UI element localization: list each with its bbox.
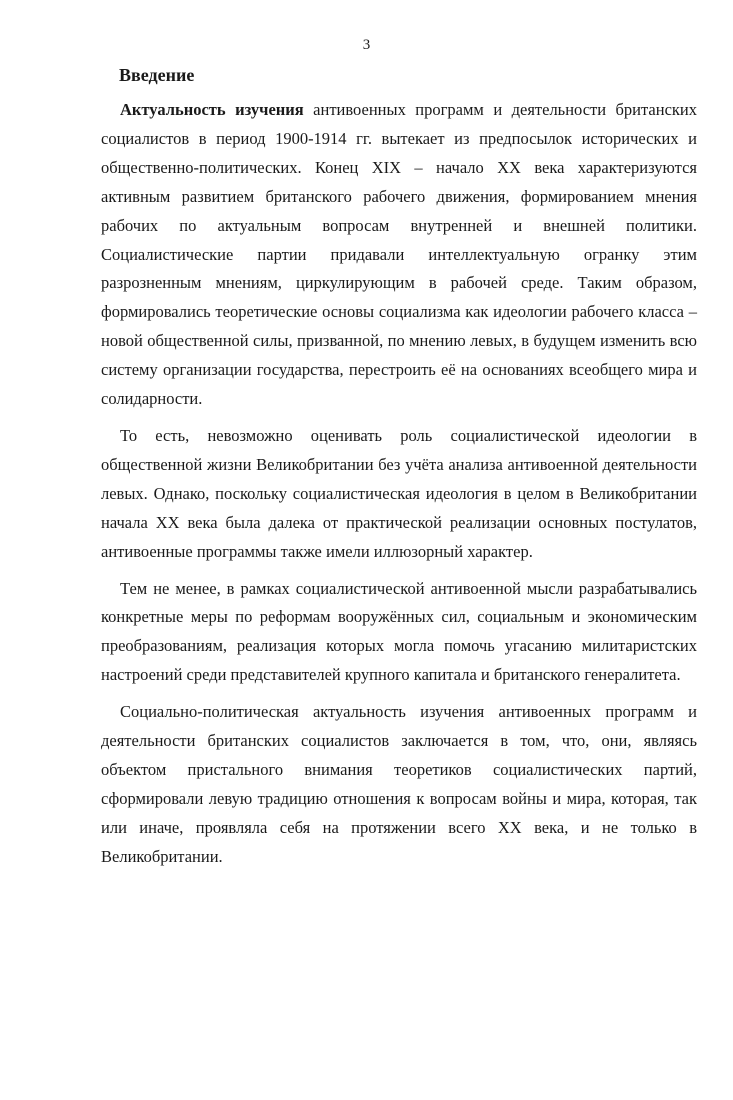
page-number: 3: [362, 37, 371, 53]
body-text: [101, 96, 697, 880]
paragraph-2: То есть, невозможно оценивать роль социалистической идеологии в общественной жизни Великобритании без учёта анализа антивоенной деятельности левых. Однако, поскольку социалистическая идеология в целом в Великобритании начала XX века была далека от практической реализации основных постулатов, антивоенные программы также имели иллюзорный характер.: [101, 425, 697, 561]
paragraph-1-text: антивоенных программ и деятельности британских социалистов в период 1900-1914 гг. вытекает из предпосылок исторических и общественно-политических. Конец XIX – начало XX века характеризуются активным развитием британского рабочего движения, формированием мнения рабочих по актуальным вопросам внутренней и внешней политики. Социалистические партии придавали интеллектуальную огранку этим разрозненным мнениям, циркулирующим в рабочей среде. Таким образом, формировались теоретические основы социализма как идеологии рабочего класса – новой общественной силы, призванной, по мнению левых, в будущем изменить всю систему организации государства, перестроить её на основаниях всеобщего мира и солидарности.: [101, 100, 697, 409]
section-heading: Введение: [119, 65, 195, 85]
paragraph-4: Социально-политическая актуальность изучения антивоенных программ и деятельности британских социалистов заключается в том, что, они, являясь объектом пристального внимания теоретиков социалистических партий, сформировали левую традицию отношения к вопросам войны и мира, которая, так или иначе, проявляла себя на протяжении всего XX века, и не только в Великобритании.: [101, 702, 697, 866]
paragraph-1: [101, 96, 697, 414]
paragraph-3: Тем не менее, в рамках социалистической антивоенной мысли разрабатывались конкретные меры по реформам вооружённых сил, социальным и экономическим преобразованиям, реализация которых могла помочь угасанию милитаристских настроений среди представителей крупного капитала и британского генералитета.: [101, 578, 697, 685]
paragraph-1-lead: Актуальность изучения: [120, 100, 304, 119]
